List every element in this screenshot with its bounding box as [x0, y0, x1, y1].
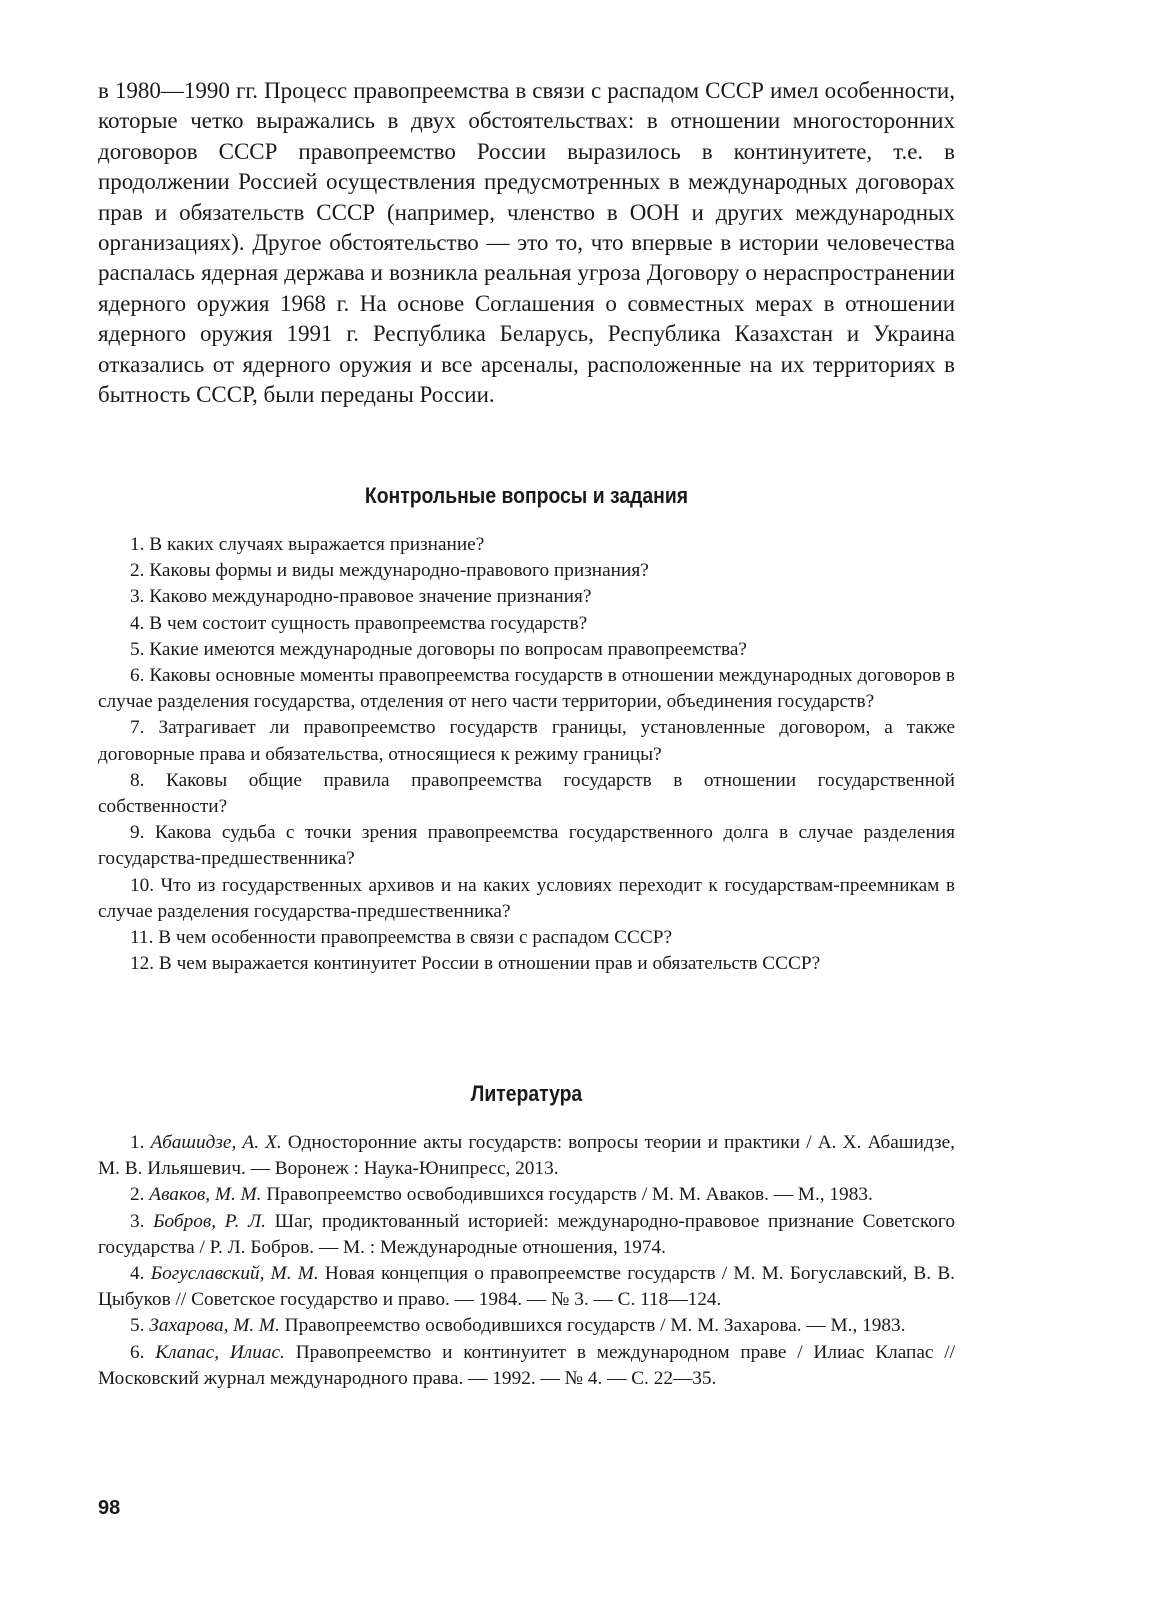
literature-item [98, 1130, 955, 1182]
questions-heading: Контрольные вопросы и задания [364, 483, 689, 508]
literature-item [98, 1209, 955, 1261]
literature-author: Аваков, М. М. [149, 1184, 262, 1206]
question-item: 4. В чем состоит сущность правопреемства государств? [130, 612, 588, 634]
literature-list [98, 1130, 955, 1392]
literature-author: Богуславский, М. М. [150, 1263, 319, 1285]
literature-author: Захарова, М. М. [149, 1315, 280, 1337]
literature-author: Абашидзе, А. Х. [150, 1132, 282, 1153]
question-item: 12. В чем выражается континуитет России в отношении прав и обязательств СССР? [130, 953, 821, 975]
question-item: 2. Каковы формы и виды международно-правового признания? [130, 560, 649, 582]
question-item: 1. В каких случаях выражается признание? [130, 534, 485, 555]
question-item: 9. Какова судьба с точки зрения правопреемства государственного долга в случае разделения государства-предшественника? [98, 822, 955, 870]
lead-paragraph: в 1980—1990 гг. Процесс правопреемства в связи с распадом СССР имел особенности, которые четко выражались в двух обстоятельствах: в отношении многосторонних договоров СССР правопреемство России выразилось в континуитете, т.е. в продолжении Россией осуществления предусмотренных в международных договорах прав и обязательств СССР (например, членство в ООН и других международных организациях). Другое обстоятельство — это то, что впервые в истории человечества распалась ядерная держава и возникла реальная угроза Договору о нераспространении ядерного оружия 1968 г. На основе Соглашения о совместных мерах в отношении ядерного оружия 1991 г. Республика Беларусь, Республика Казахстан и Украина отказались от ядерного оружия и все арсеналы, расположенные на их территориях в бытность СССР, были переданы России. [98, 78, 955, 408]
literature-heading: Литература [470, 1081, 583, 1106]
page-number: 98 [98, 1497, 121, 1519]
literature-text: Шаг, продиктованный историей: международно-правовое признание Советского государства / Р. Л. Бобров. — М. : Международные отношения, 1974. [98, 1210, 955, 1258]
literature-text: Новая концепция о правопреемстве государств / М. М. Богуславский, В. В. Цыбуков // Советское государство и право. — 1984. — № 3. — С. 118—124. [98, 1263, 955, 1311]
question-item: 6. Каковы основные моменты правопреемства государств в отношении международных договоров в случае разделения государства, отделения от него части территории, объединения государств? [98, 665, 955, 713]
literature-number: 2. [130, 1184, 145, 1206]
literature-number: 4. [130, 1263, 145, 1285]
literature-text: Правопреемство и континуитет в международном праве / Илиас Клапас // Московский журнал международного права. — 1992. — № 4. — С. 22—35. [98, 1341, 955, 1389]
question-item: 10. Что из государственных архивов и на каких условиях переходит к государствам-преемникам в случае разделения государства-предшественника? [98, 874, 955, 922]
question-item: 5. Какие имеются международные договоры по вопросам правопреемства? [130, 638, 747, 660]
literature-text: Правопреемство освободившихся государств / М. М. Захарова. — М., 1983. [284, 1315, 906, 1337]
question-item: 8. Каковы общие правила правопреемства государств в отношении государственной собственности? [98, 769, 955, 818]
literature-number: 6. [130, 1341, 145, 1363]
question-item: 7. Затрагивает ли правопреемство государств границы, установленные договором, а также договорные права и обязательства, относящиеся к режиму границы? [98, 717, 955, 765]
literature-item [98, 1261, 955, 1313]
literature-number: 1. [130, 1132, 145, 1153]
literature-number: 3. [130, 1210, 145, 1232]
literature-number: 5. [130, 1315, 145, 1337]
questions-list [98, 532, 955, 977]
question-item: 11. В чем особенности правопреемства в связи с распадом СССР? [130, 927, 673, 949]
literature-item [98, 1340, 955, 1392]
literature-author: Клапас, Илиас. [155, 1341, 285, 1363]
literature-text: Правопреемство освободившихся государств / М. М. Аваков. — М., 1983. [266, 1184, 873, 1206]
question-item: 3. Каково международно-правовое значение признания? [130, 586, 592, 608]
literature-text: Односторонние акты государств: вопросы теории и практики / А. Х. Абашидзе, М. В. Ильяшевич. — Воронеж : Наука-Юнипресс, 2013. [98, 1132, 955, 1180]
literature-item [98, 1182, 955, 1208]
literature-author: Бобров, Р. Л. [153, 1210, 266, 1232]
literature-item [98, 1313, 955, 1339]
